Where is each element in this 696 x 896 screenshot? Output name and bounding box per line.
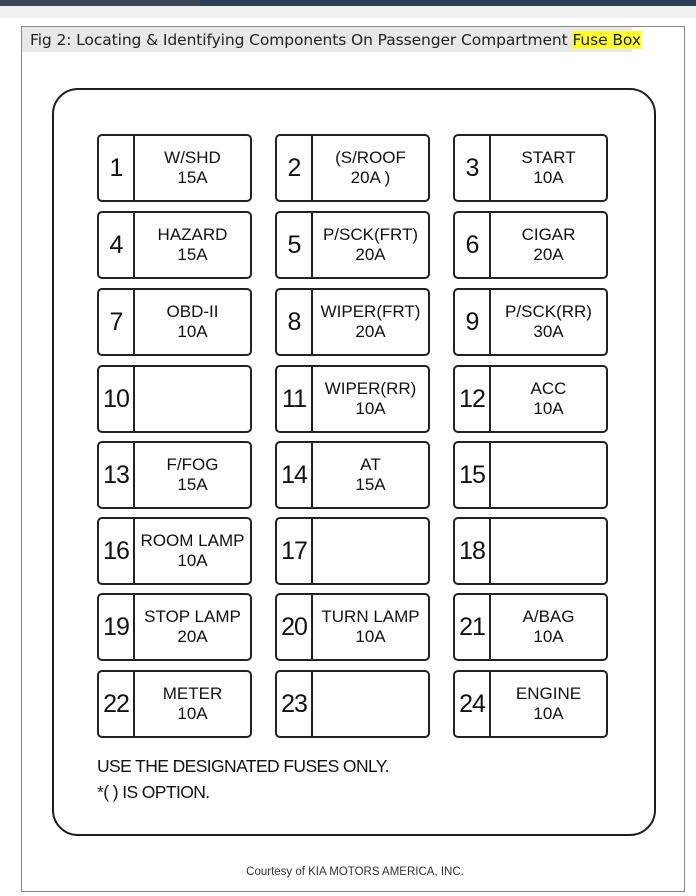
fuse-number: 3 xyxy=(455,136,491,200)
note-option: *( ) IS OPTION. xyxy=(97,782,210,802)
fuse-slot-13 xyxy=(97,441,252,509)
fuse-slot-21 xyxy=(453,593,608,661)
fuse-number: 13 xyxy=(99,443,135,507)
fuse-number: 19 xyxy=(99,595,135,659)
fuse-amperage: 20A xyxy=(177,627,208,646)
fuse-name: W/SHD xyxy=(164,148,221,167)
fuse-amperage: 15A xyxy=(177,168,208,187)
top-strip-left xyxy=(0,0,200,6)
fuse-number: 7 xyxy=(99,290,135,354)
fuse-number: 1 xyxy=(99,136,135,200)
fuse-number: 20 xyxy=(277,595,313,659)
fuse-slot-6 xyxy=(453,211,608,279)
fuse-name: ACC xyxy=(530,379,567,398)
fuse-amperage: 10A xyxy=(177,704,208,723)
fuse-number: 18 xyxy=(455,519,491,583)
fuse-name: ENGINE xyxy=(515,684,582,703)
fuse-amperage: 10A xyxy=(533,399,564,418)
fuse-slot-11 xyxy=(275,365,430,433)
fuse-number: 8 xyxy=(277,290,313,354)
fuse-amperage: 10A xyxy=(177,551,208,570)
fuse-slot-16 xyxy=(97,517,252,585)
fuse-number: 4 xyxy=(99,213,135,277)
fuse-number: 22 xyxy=(99,672,135,736)
fuse-amperage: 15A xyxy=(177,475,208,494)
fuse-slot-23 xyxy=(275,670,430,738)
fuse-name: HAZARD xyxy=(157,225,228,244)
fuse-amperage: 10A xyxy=(355,399,386,418)
fuse-name: ROOM LAMP xyxy=(140,531,245,550)
fuse-amperage: 10A xyxy=(533,704,564,723)
fuse-amperage: 10A xyxy=(533,168,564,187)
fuse-name: F/FOG xyxy=(166,455,219,474)
fuse-slot-19 xyxy=(97,593,252,661)
fuse-name: (S/ROOF xyxy=(335,148,406,167)
fuse-number: 15 xyxy=(455,443,491,507)
fuse-slot-4 xyxy=(97,211,252,279)
fuse-amperage: 10A xyxy=(177,322,208,341)
fuse-name: START xyxy=(521,148,576,167)
fuse-amperage: 15A xyxy=(355,475,386,494)
fuse-amperage: 30A xyxy=(533,322,564,341)
fuse-amperage: 15A xyxy=(177,245,208,264)
figure-caption xyxy=(30,31,641,49)
fuse-number: 16 xyxy=(99,519,135,583)
fuse-slot-10 xyxy=(97,365,252,433)
note-designated-fuses: USE THE DESIGNATED FUSES ONLY. xyxy=(97,756,389,776)
fuse-amperage: 20A ) xyxy=(350,168,391,187)
fuse-amperage: 20A xyxy=(533,245,564,264)
fuse-name: STOP LAMP xyxy=(144,607,241,626)
courtesy-credit: Courtesy of KIA MOTORS AMERICA, INC. xyxy=(246,866,464,878)
fuse-slot-24 xyxy=(453,670,608,738)
fuse-name: P/SCK(RR) xyxy=(505,302,592,321)
fuse-number: 17 xyxy=(277,519,313,583)
fuse-name: TURN LAMP xyxy=(321,607,420,626)
fuse-name: P/SCK(FRT) xyxy=(322,225,419,244)
fuse-amperage: 20A xyxy=(355,322,386,341)
fuse-amperage: 20A xyxy=(355,245,386,264)
fuse-name: WIPER(RR) xyxy=(324,379,417,398)
fuse-number: 10 xyxy=(99,367,135,431)
fuse-slot-9 xyxy=(453,288,608,356)
caption-highlight: Fuse Box xyxy=(572,31,641,49)
fuse-amperage: 10A xyxy=(533,627,564,646)
fuse-number: 12 xyxy=(455,367,491,431)
fuse-slot-17 xyxy=(275,517,430,585)
fuse-name: AT xyxy=(360,455,381,474)
fuse-slot-14 xyxy=(275,441,430,509)
fuse-number: 5 xyxy=(277,213,313,277)
fuse-name: CIGAR xyxy=(521,225,576,244)
fuse-number: 21 xyxy=(455,595,491,659)
browser-top-strip xyxy=(0,0,696,18)
fuse-number: 24 xyxy=(455,672,491,736)
fuse-slot-15 xyxy=(453,441,608,509)
fuse-slot-7 xyxy=(97,288,252,356)
fuse-number: 14 xyxy=(277,443,313,507)
fuse-name: METER xyxy=(162,684,223,703)
fuse-number: 9 xyxy=(455,290,491,354)
fuse-number: 2 xyxy=(277,136,313,200)
fuse-number: 23 xyxy=(277,672,313,736)
caption-text: Fig 2: Locating & Identifying Components On Passenger Compartment xyxy=(30,31,573,49)
fuse-slot-20 xyxy=(275,593,430,661)
fuse-amperage: 10A xyxy=(355,627,386,646)
fuse-slot-5 xyxy=(275,211,430,279)
fuse-slot-3 xyxy=(453,134,608,202)
top-strip-right xyxy=(200,0,696,6)
fuse-number: 11 xyxy=(277,367,313,431)
fuse-name: OBD-II xyxy=(166,302,219,321)
fuse-slot-1 xyxy=(97,134,252,202)
fuse-name: WIPER(FRT) xyxy=(320,302,421,321)
fuse-slot-2 xyxy=(275,134,430,202)
fuse-name: A/BAG xyxy=(522,607,575,626)
fuse-slot-18 xyxy=(453,517,608,585)
fuse-slot-22 xyxy=(97,670,252,738)
fuse-number: 6 xyxy=(455,213,491,277)
fuse-slot-8 xyxy=(275,288,430,356)
fuse-slot-12 xyxy=(453,365,608,433)
